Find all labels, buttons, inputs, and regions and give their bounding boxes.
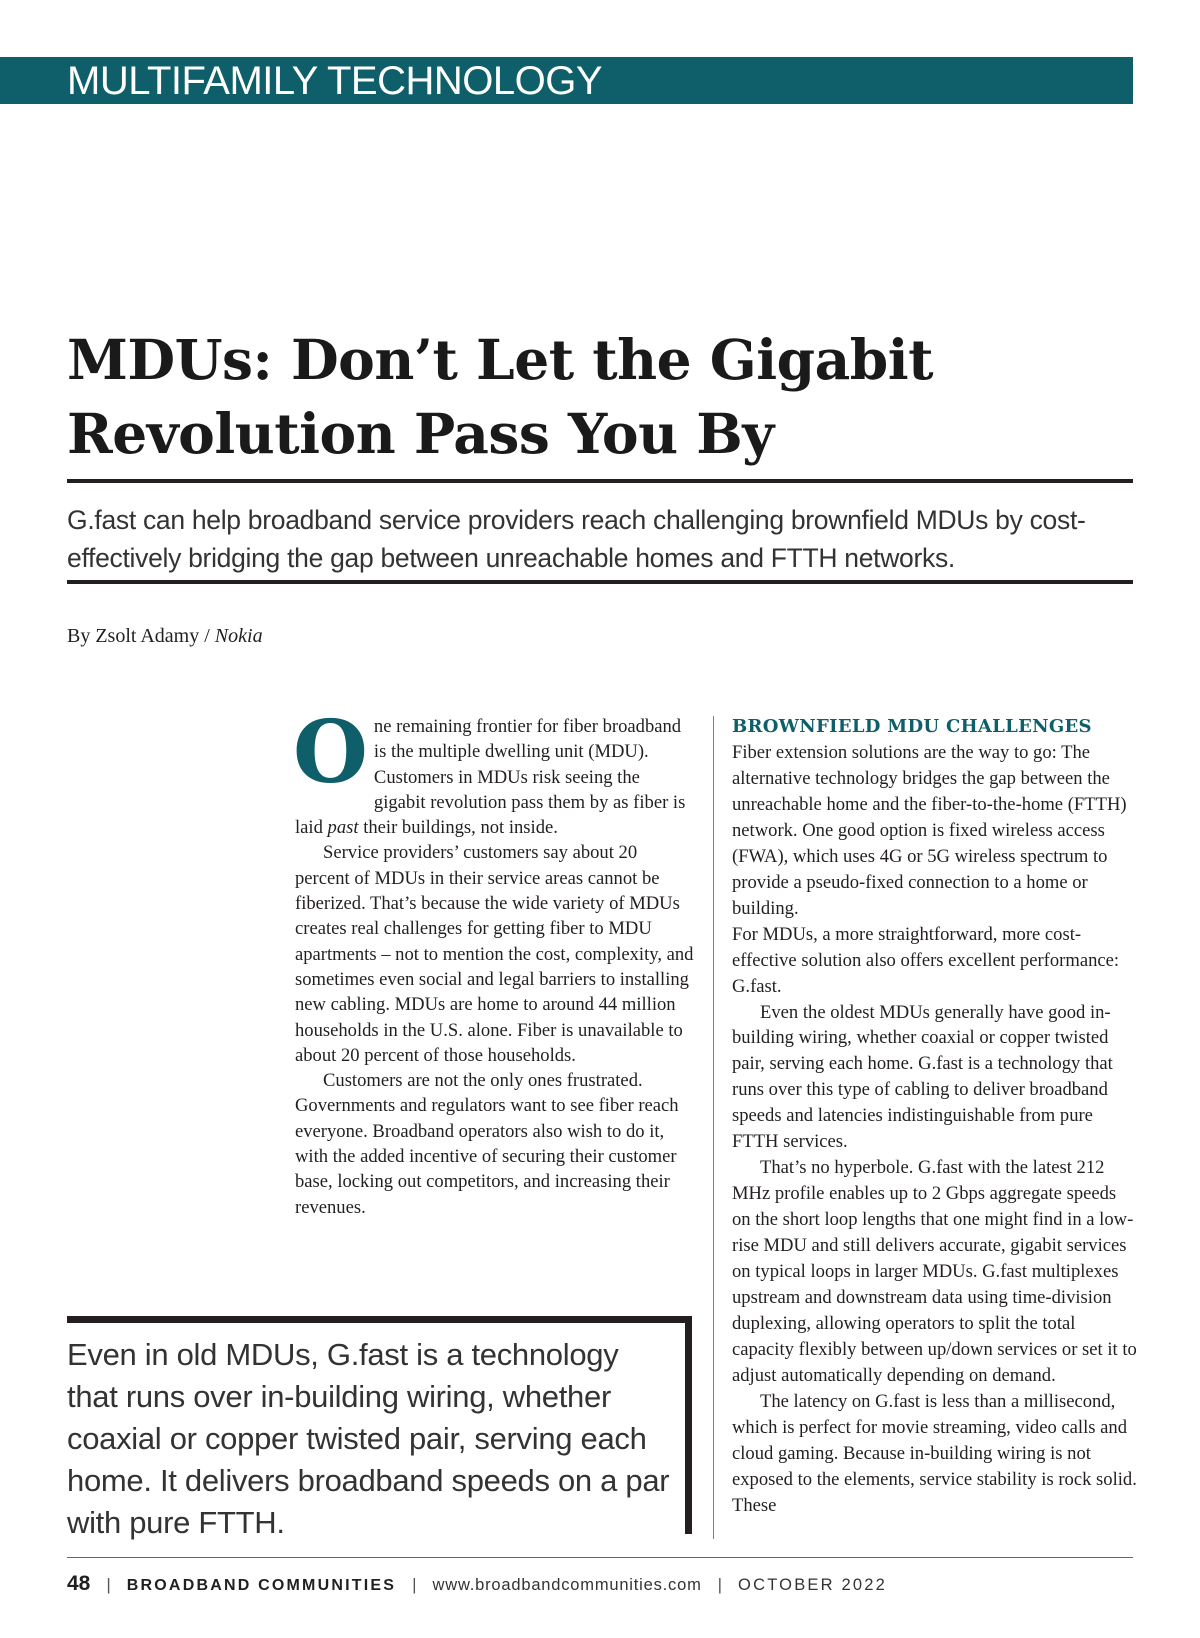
website-url: www.broadbandcommunities.com [432, 1576, 702, 1594]
footer-separator: | [106, 1575, 111, 1594]
paragraph-2: Service providers’ customers say about 20 percent of MDUs in their service areas cannot be fiberized. That’s because the wide variety of MDUs creates real challenges for getting fiber to MDU apartments – not to mention the cost, complexity, and sometimes even social and legal barriers to installing new cabling. MDUs are home to around 44 million households in the U.S. alone. Fiber is unavailable to about 20 percent of those households. [295, 842, 694, 1066]
footer-separator: | [412, 1575, 417, 1594]
paragraph-4: Fiber extension solutions are the way to go: The alternative technology bridges the gap between the unreachable home and the fiber-to-the-home (FTTH) network. One good option is fixed wireless access (FWA), which uses 4G or 5G wireless spectrum to provide a pseudo-fixed connection to a home or building. [732, 742, 1127, 919]
article-column-1 [293, 702, 695, 1220]
title-line-1: MDUs: Don’t Let the Gigabit [67, 327, 933, 392]
paragraph-1 [293, 702, 695, 840]
magazine-name: BROADBAND COMMUNITIES [126, 1577, 397, 1594]
section-banner [0, 57, 1133, 104]
article-column-2 [732, 714, 1137, 1519]
section-label: MULTIFAMILY TECHNOLOGY [67, 59, 603, 103]
pullquote-top-border [67, 1316, 692, 1323]
paragraph-5: For MDUs, a more straightforward, more cost-effective solution also offers excellent performance: G.fast. [732, 923, 1120, 997]
page-number: 48 [67, 1572, 91, 1595]
byline-organization: Nokia [214, 625, 263, 647]
pullquote: Even in old MDUs, G.fast is a technology that runs over in-building wiring, whether coaxial or copper twisted pair, serving each home. It delivers broadband speeds on a par with pure FTTH. [67, 1337, 670, 1540]
section-heading: BROWNFIELD MDU CHALLENGES [732, 716, 1092, 737]
article-title [67, 323, 1127, 471]
issue-date: OCTOBER 2022 [738, 1576, 888, 1594]
column-divider [713, 716, 714, 1539]
drop-cap: O [293, 702, 368, 803]
page-footer [67, 1572, 887, 1596]
paragraph-8: The latency on G.fast is less than a millisecond, which is perfect for movie streaming, video calls and cloud gaming. Because in-building wiring is not exposed to the elements, service stability is rock solid. These [732, 1390, 1137, 1516]
footer-separator: | [717, 1575, 723, 1594]
subtitle-top-rule [67, 479, 1133, 483]
pullquote-right-border [685, 1316, 692, 1534]
title-line-2: Revolution Pass You By [67, 401, 774, 466]
paragraph-1-text-b: their buildings, not inside. [363, 817, 558, 839]
paragraph-3: Customers are not the only ones frustrated. Governments and regulators want to see fiber reach everyone. Broadband operators also wish to do it, with the added incentive of securing their customer base, locking out competitors, and increasing their revenues. [295, 1070, 679, 1218]
byline-author: By Zsolt Adamy / [67, 625, 210, 647]
paragraph-6: Even the oldest MDUs generally have good in-building wiring, whether coaxial or copper twisted pair, serving each home. G.fast is a technology that runs over this type of cabling to deliver broadband speeds and latencies indistinguishable from pure FTTH services. [732, 1001, 1113, 1153]
subtitle-bottom-rule [67, 580, 1133, 584]
footer-rule [67, 1557, 1133, 1558]
article-subtitle: G.fast can help broadband service providers reach challenging brownfield MDUs by cost-effectively bridging the gap between unreachable homes and FTTH networks. [67, 505, 1086, 573]
paragraph-7: That’s no hyperbole. G.fast with the latest 212 MHz profile enables up to 2 Gbps aggregate speeds on the short loop lengths that one might find in a low-rise MDU and still delivers accurate, gigabit services on typical loops in larger MDUs. G.fast multiplexes upstream and downstream data using time-division duplexing, allowing operators to split the total capacity flexibly between up/down services or set it to adjust automatically depending on demand. [732, 1157, 1137, 1386]
byline [67, 625, 263, 648]
paragraph-1-text-a: ne remaining frontier for fiber broadband is the multiple dwelling unit (MDU). Customers in MDUs risk seeing the gigabit revolution pass them by as fiber is laid [295, 716, 686, 839]
paragraph-1-emphasis: past [327, 817, 359, 839]
